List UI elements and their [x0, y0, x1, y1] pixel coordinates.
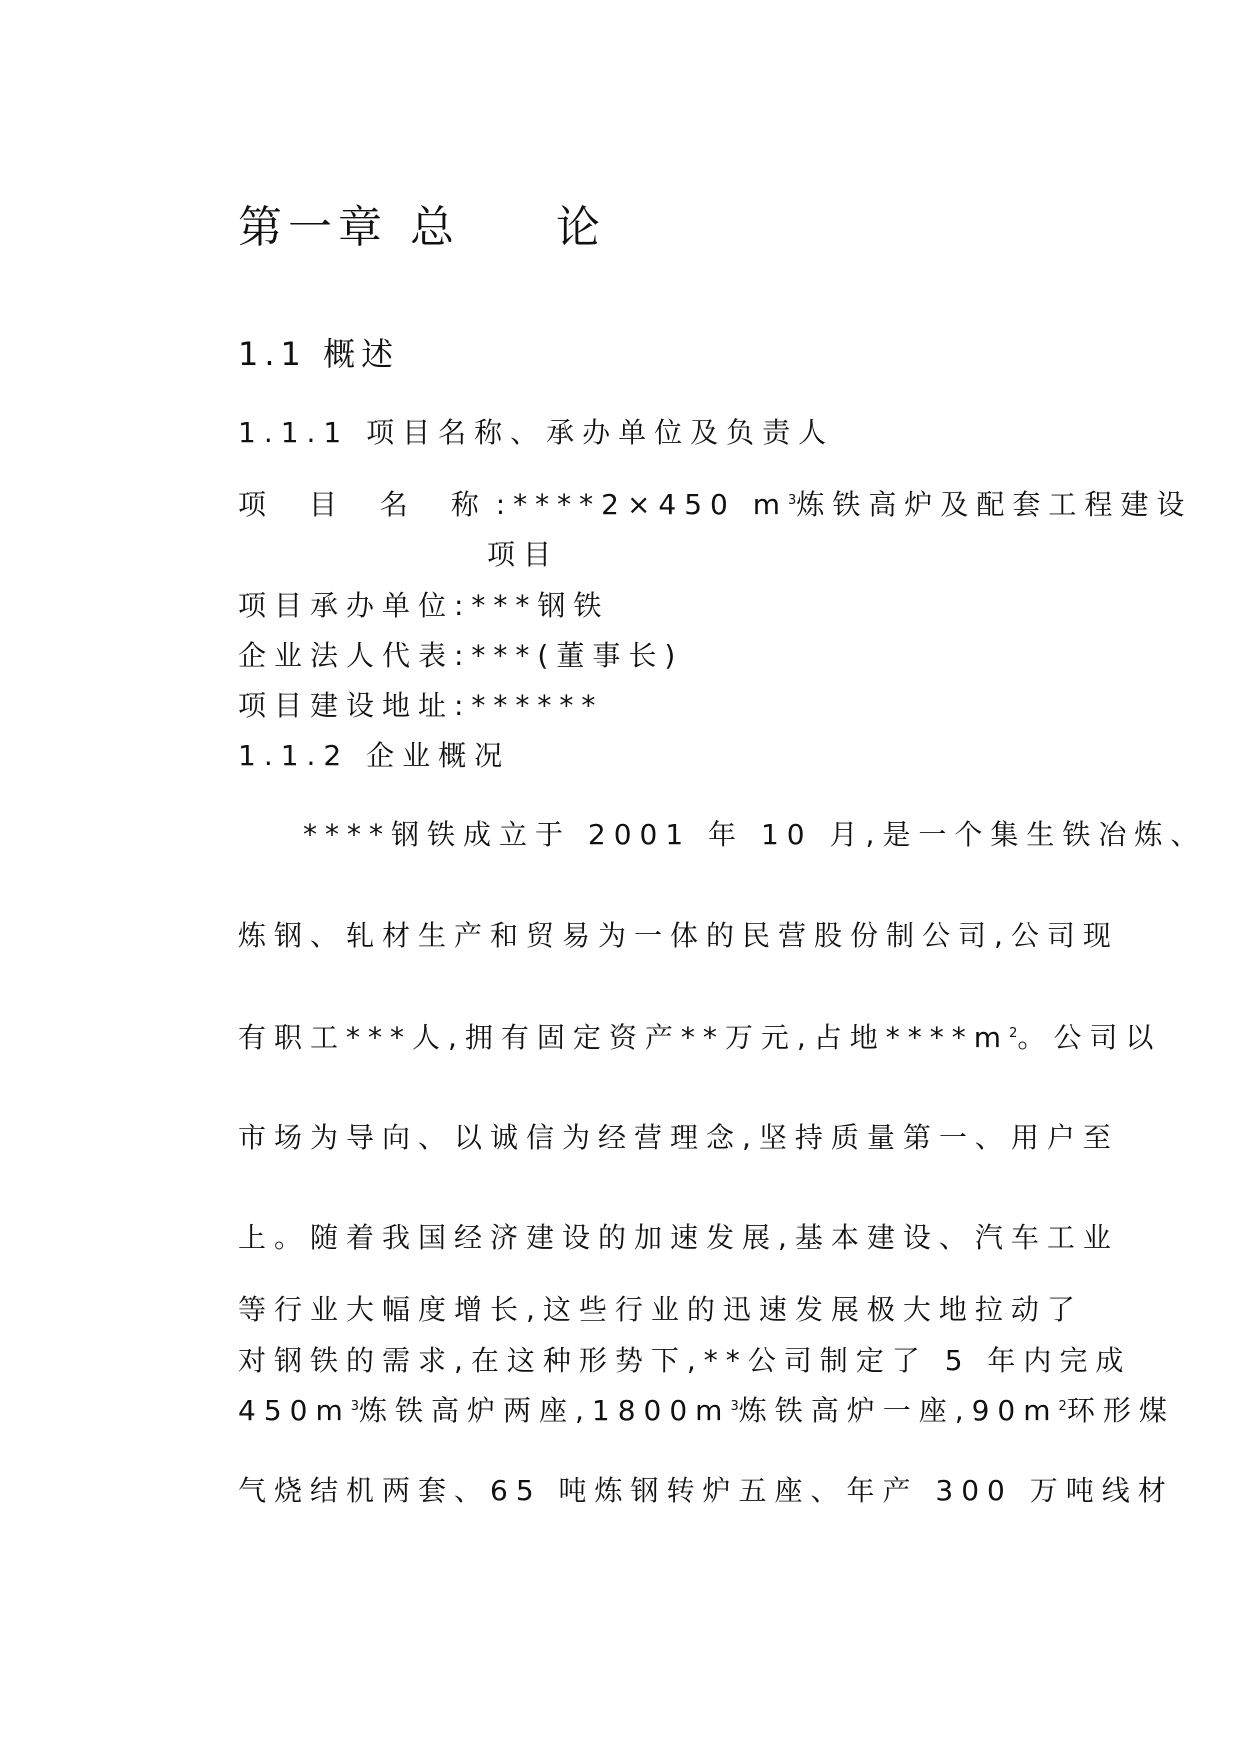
paragraph-line-4: 市场为导向、以诚信为经营理念,坚持质量第一、用户至 — [238, 1121, 1119, 1154]
project-name-row — [238, 487, 1192, 523]
paragraph-line-7: 对钢铁的需求,在这种形势下,**公司制定了 5 年内完成 — [238, 1344, 1132, 1377]
project-name-sup: 3 — [788, 493, 797, 508]
section-heading-1-1-2: 1.1.2 企业概况 — [238, 739, 511, 772]
project-address-row: 项目建设地址:****** — [238, 689, 604, 722]
project-name-label: 项 目 名 称 — [238, 488, 496, 521]
project-name-value-b: 炼铁高炉及配套工程建设 — [796, 488, 1193, 521]
project-name-value-a: :****2×450 m — [495, 488, 789, 521]
paragraph-line-3-a: 有职工***人,拥有固定资产**万元,占地****m — [238, 1021, 1010, 1054]
paragraph-line-6: 等行业大幅度增长,这些行业的迅速发展极大地拉动了 — [238, 1293, 1083, 1326]
chapter-number: 第一章 — [238, 202, 388, 253]
paragraph-line-9: 气烧结机两套、65 吨炼钢转炉五座、年产 300 万吨线材 — [238, 1474, 1174, 1507]
project-name-continuation: 项目 — [487, 538, 560, 571]
paragraph-line-8-sup-1: 3 — [350, 1399, 359, 1414]
paragraph-line-8-sup-3: 2 — [1058, 1399, 1067, 1414]
paragraph-line-8-d: 环形煤 — [1066, 1394, 1175, 1427]
paragraph-line-1: ****钢铁成立于 2001 年 10 月,是一个集生铁冶炼、 — [303, 818, 1207, 851]
paragraph-line-3 — [238, 1020, 1161, 1056]
project-unit-row: 项目承办单位:***钢铁 — [238, 589, 610, 622]
section-heading-1-1: 1.1 概述 — [238, 335, 400, 373]
paragraph-line-3-sup: 2 — [1009, 1026, 1018, 1041]
chapter-word-1: 总 — [410, 202, 460, 253]
paragraph-line-3-b: 。公司以 — [1017, 1021, 1162, 1054]
paragraph-line-8-sup-2: 3 — [730, 1399, 739, 1414]
paragraph-line-8-c: 炼铁高炉一座,90m — [738, 1394, 1059, 1427]
paragraph-line-5: 上。随着我国经济建设的加速发展,基本建设、汽车工业 — [238, 1221, 1119, 1254]
section-heading-1-1-1: 1.1.1 项目名称、承办单位及负责人 — [238, 416, 835, 449]
paragraph-line-8-b: 炼铁高炉两座,1800m — [359, 1394, 731, 1427]
chapter-title — [238, 200, 606, 256]
paragraph-line-8-a: 450m — [238, 1394, 351, 1427]
paragraph-line-2: 炼钢、轧材生产和贸易为一体的民营股份制公司,公司现 — [238, 919, 1119, 952]
legal-representative-row: 企业法人代表:***(董事长) — [238, 639, 684, 672]
paragraph-line-8 — [238, 1393, 1175, 1429]
chapter-word-2: 论 — [556, 202, 606, 253]
